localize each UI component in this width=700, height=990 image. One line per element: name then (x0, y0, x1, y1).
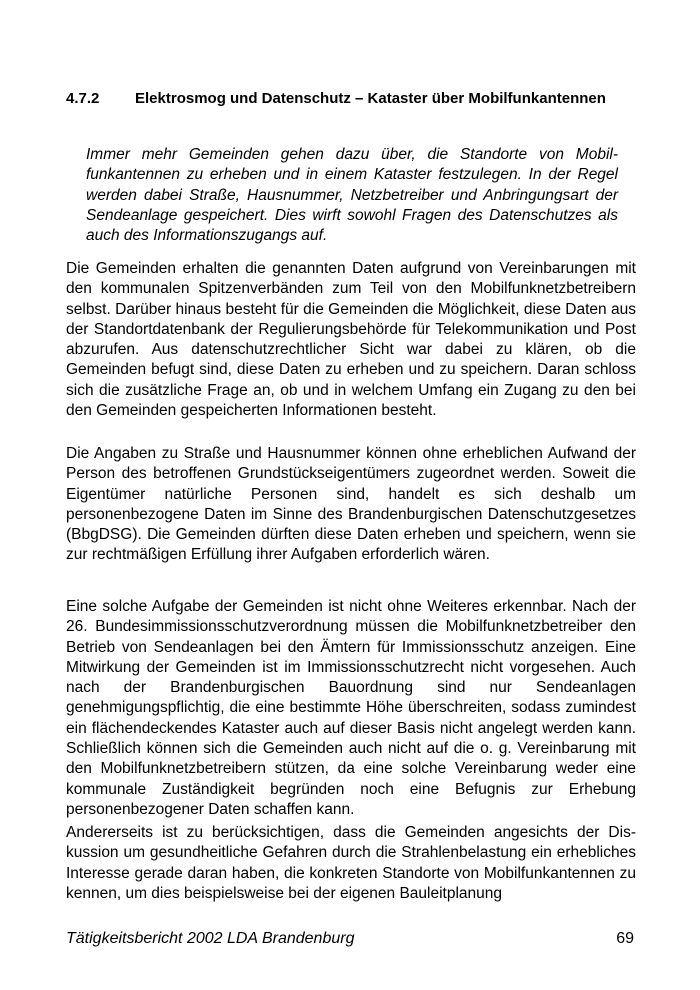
footer-report-title: Tätigkeitsbericht 2002 LDA Brandenburg (66, 930, 355, 947)
body-paragraph-1: Die Gemeinden erhalten die genannten Daten aufgrund von Vereinbarungen mit den kommunalen Spitzenverbänden zum Teil von den Mobilfunknetzbetreibern selbst. Darüber hinaus besteht für die Gemeinden die Möglichkeit, diese Daten aus der Standortdatenbank der Regulierungsbehörde für Telekommunikation und Post abzurufen. Aus datenschutzrechtlicher Sicht war dabei zu klären, ob die Gemeinden befugt sind, diese Daten zu erheben und zu speichern. Daran schloss sich die zusätzliche Frage an, ob und in welchem Umfang ein Zugang zu den bei den Gemeinden gespeicherten Informationen besteht. (66, 260, 636, 420)
section-title: Elektrosmog und Datenschutz – Kataster über Mobilfunkantennen (135, 90, 606, 107)
section-abstract: Immer mehr Gemeinden gehen dazu über, die Standorte von Mobilfunkantennen zu erheben und in einem Kataster festzulegen. In der Regel werden dabei Straße, Hausnummer, Netzbetreiber und Anbringungsart der Sendeanlage gespeichert. Dies wirft sowohl Fragen des Datenschutzes als auch des Informationszugangs auf. (86, 146, 618, 245)
page-number: 69 (616, 930, 634, 947)
body-paragraph-3: Eine solche Aufgabe der Gemeinden ist nicht ohne Weiteres erkennbar. Nach der 26. Bundesimmissionsschutzverordnung müssen die Mobilfunknetzbetreiber den Betrieb von Sendeanlagen bei den Ämtern für Immissionsschutz anzeigen. Eine Mitwirkung der Gemeinden ist im Immissionsschutzrecht nicht vorgesehen. Auch nach der Brandenburgischen Bauordnung sind nur Sendeanlagen genehmigungspflichtig, die eine bestimmte Höhe überschreiten, sodass zumindest ein flächendeckendes Kataster auch auf dieser Basis nicht angelegt werden kann. Schließlich können sich die Gemeinden auch nicht auf die o. g. Vereinbarung mit den Mobilfunknetzbetreibern stützen, da eine solche Vereinbarung weder eine kommunale Zuständigkeit begründen noch eine Befugnis zur Erhebung personenbezogener Daten schaffen kann. (66, 598, 636, 818)
body-paragraph-2: Die Angaben zu Straße und Hausnummer können ohne erheblichen Aufwand der Person des betroffenen Grundstückseigentümers zugeordnet werden. Soweit die Eigentümer natürliche Personen sind, handelt es sich deshalb um personenbezogene Daten im Sinne des Brandenburgischen Datenschutzgesetzes (BbgDSG). Die Gemeinden dürften diese Daten erheben und speichern, wenn sie zur rechtmäßigen Erfüllung ihrer Aufgaben erforderlich wären. (66, 445, 636, 564)
section-number: 4.7.2 (66, 90, 100, 107)
page-footer (66, 929, 634, 949)
section-heading (66, 89, 636, 108)
body-paragraph-4: Andererseits ist zu berücksichtigen, dass die Gemeinden angesichts der Diskussion um gesundheitliche Gefahren durch die Strahlenbelastung ein erhebliches Interesse gerade daran haben, die konkreten Standorte von Mobilfunkantennen zu kennen, um dies beispielsweise bei der eigenen Bauleitplanung (66, 824, 636, 902)
